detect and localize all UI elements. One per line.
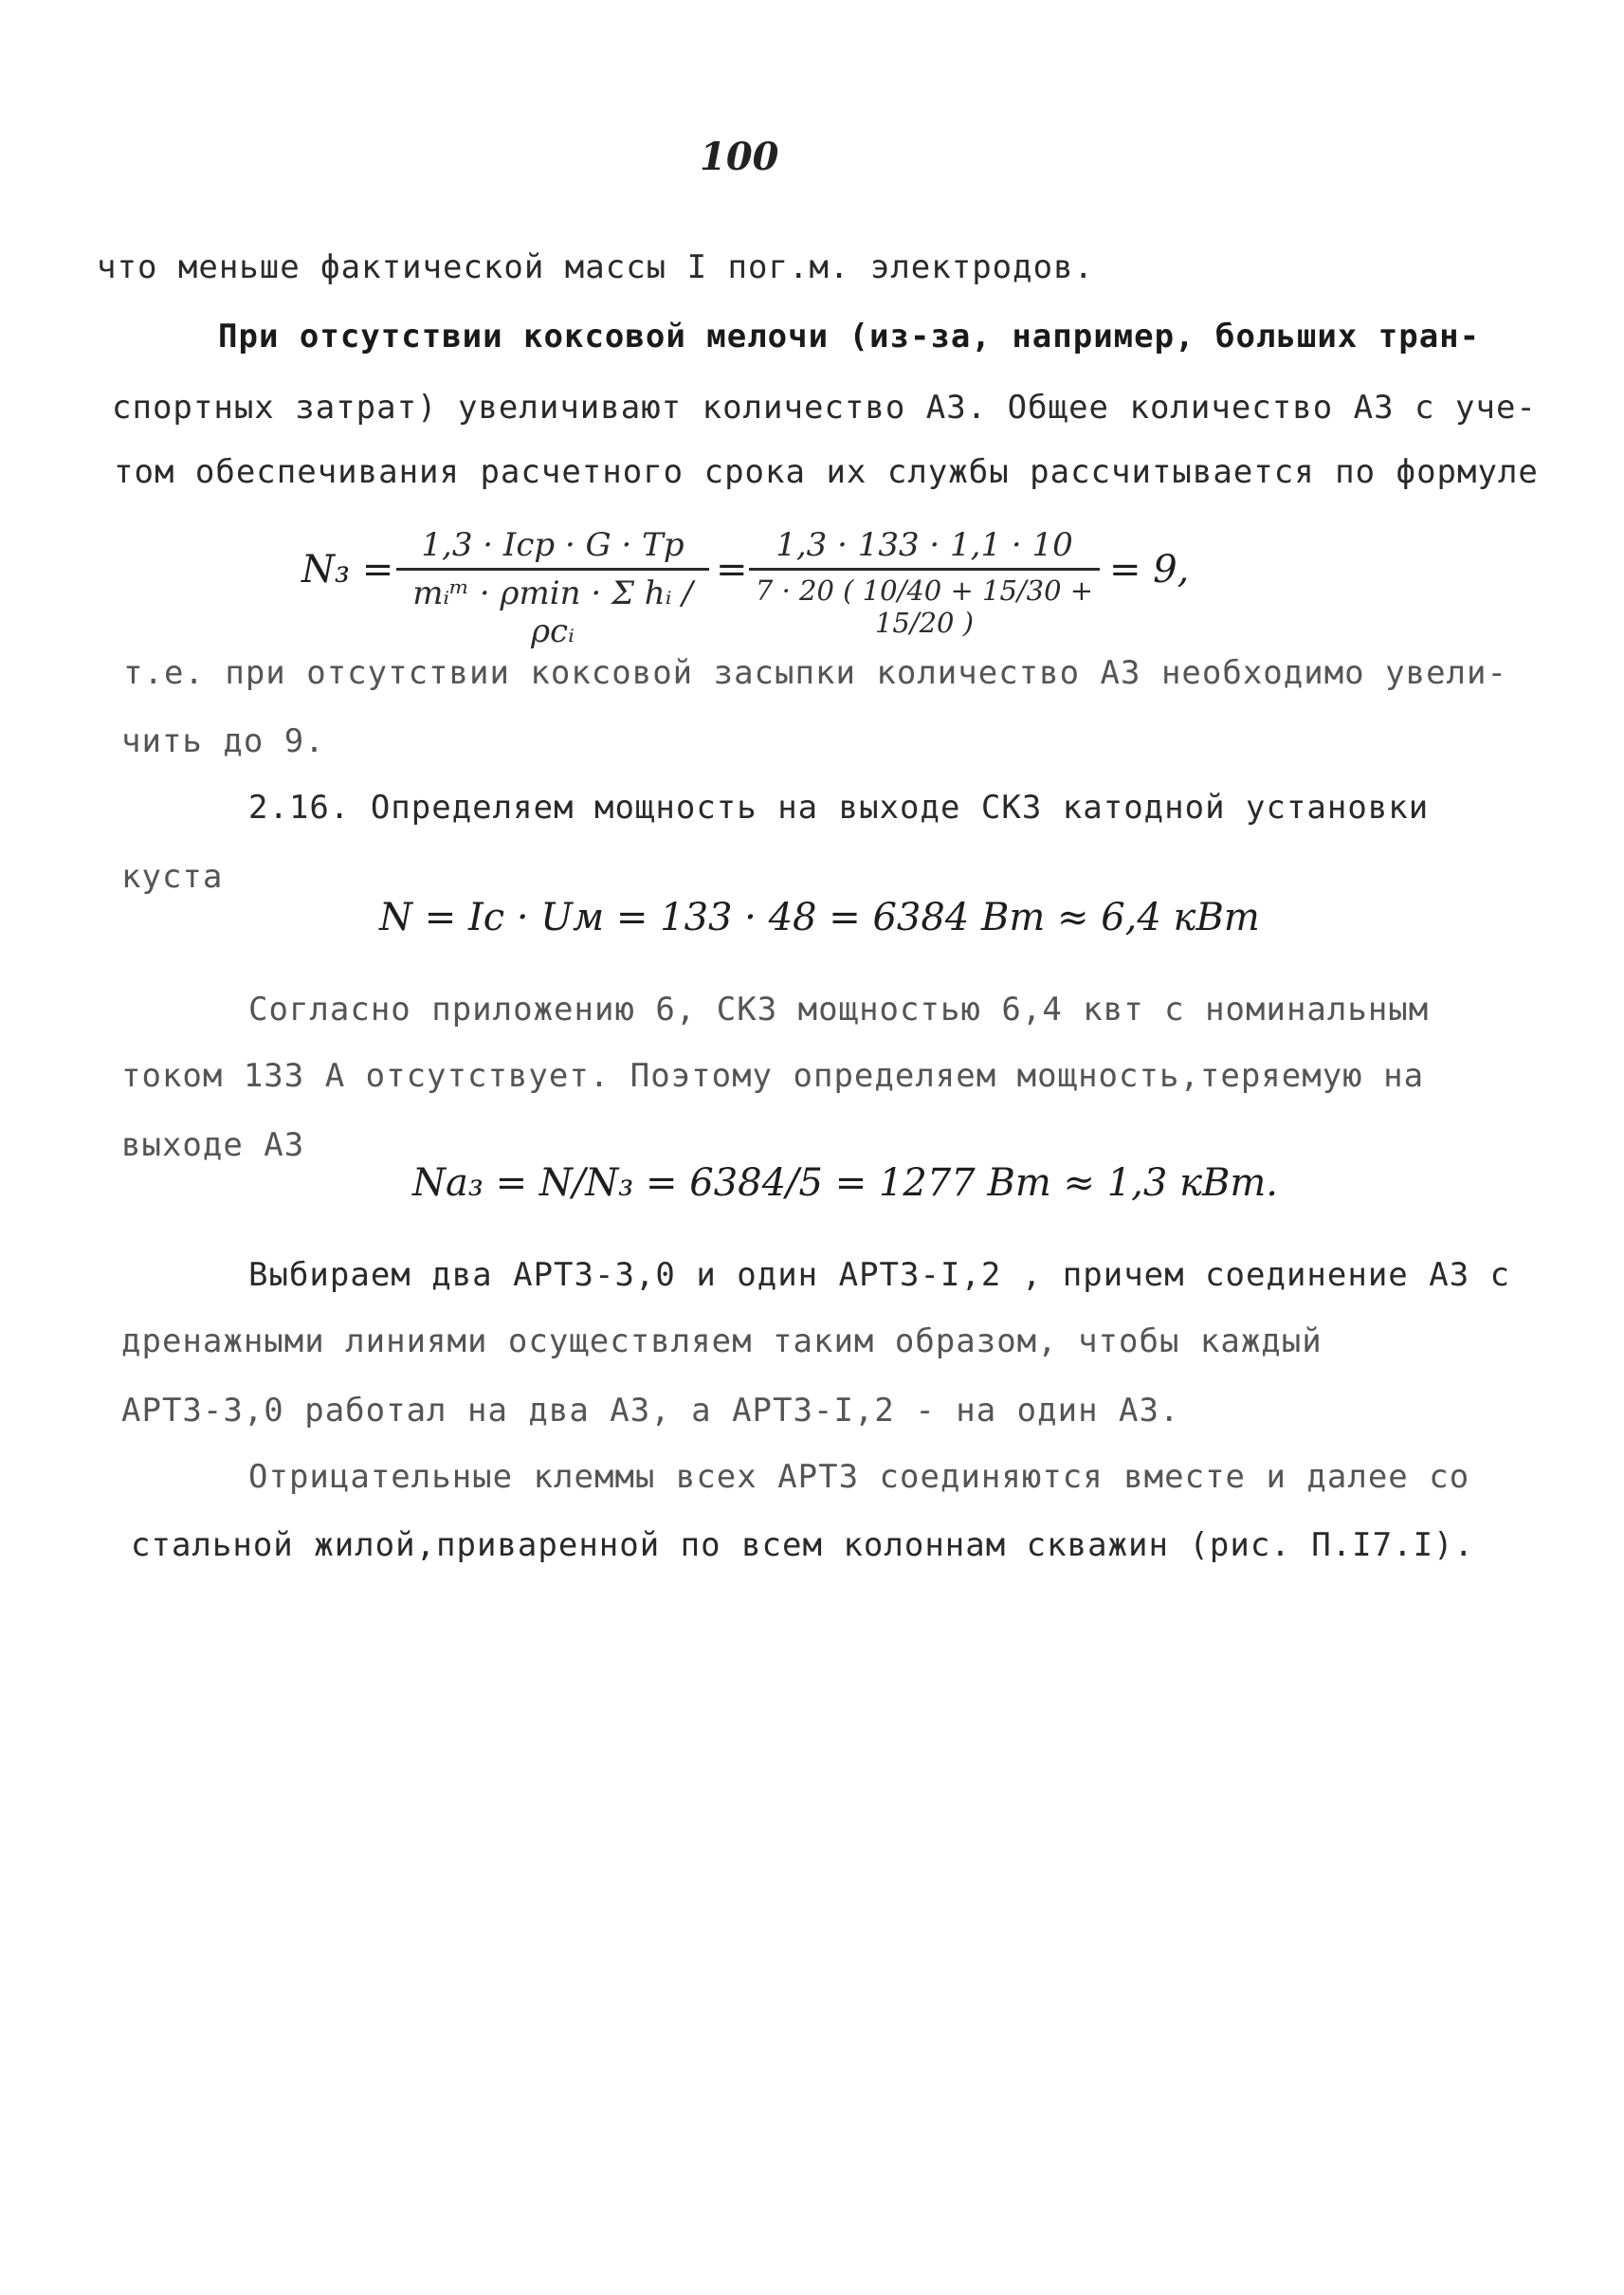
text-line-7: 2.16. Определяем мощность на выходе СКЗ катодной установки (248, 789, 1430, 827)
text-line-12: Выбираем два АРТЗ-3,0 и один АРТЗ-I,2 , причем соединение АЗ с (248, 1256, 1511, 1294)
text-line-10: током 133 А отсутствует. Поэтому определяем мощность,теряемую на (121, 1057, 1425, 1095)
formula-1-equals: = (716, 548, 748, 592)
text-line-5: т.е. при отсутствии коксовой засыпки количество АЗ необходимо увели- (123, 654, 1507, 692)
formula-power-per-anode: Nа₃ = N/N₃ = 6384/5 = 1277 Вт ≈ 1,3 кВт. (412, 1161, 1278, 1205)
text-line-11: выходе АЗ (121, 1126, 305, 1164)
formula-power: N = Iс · Uм = 133 · 48 = 6384 Вт ≈ 6,4 кВт (379, 896, 1260, 939)
text-line-4: том обеспечивания расчетного срока их службы рассчитывается по формуле (114, 453, 1539, 491)
text-line-13: дренажными линиями осуществляем таким образом, чтобы каждый (121, 1322, 1323, 1360)
formula-1-fraction-2 (749, 526, 1100, 639)
text-line-15: Отрицательные клеммы всех АРТЗ соединяются вместе и далее со (248, 1458, 1470, 1496)
page-number: 100 (700, 135, 779, 179)
formula-1-result: = 9, (1109, 548, 1190, 592)
text-line-14: АРТЗ-3,0 работал на два АЗ, а АРТЗ-I,2 - на один АЗ. (121, 1392, 1180, 1430)
formula-1-denominator-1: mᵢᵐ · ρmin · Σ hᵢ / ρсᵢ (412, 574, 693, 650)
text-line-16: стальной жилой,приваренной по всем колоннам скважин (рис. П.I7.I). (131, 1526, 1475, 1564)
formula-1-lhs: N₃ = (301, 548, 394, 592)
text-line-9: Согласно приложению 6, СКЗ мощностью 6,4 квт с номинальным (248, 991, 1430, 1029)
formula-1-denominator-2: 7 · 20 ( 10/40 + 15/30 + 15/20 ) (755, 574, 1094, 639)
text-line-8: куста (121, 858, 224, 896)
formula-1-fraction-1 (396, 526, 709, 650)
formula-1-numerator-2: 1,3 · 133 · 1,1 · 10 (776, 526, 1073, 564)
text-line-6: чить до 9. (121, 722, 325, 760)
text-line-2: При отсутствии коксовой мелочи (из-за, например, больших тран- (218, 318, 1481, 355)
text-line-1: что меньше фактической массы I пог.м. электродов. (97, 248, 1095, 286)
text-line-3: спортных затрат) увеличивают количество АЗ. Общее количество АЗ с уче- (112, 389, 1537, 427)
formula-1-numerator-1: 1,3 · Iср · G · Tр (421, 526, 684, 564)
